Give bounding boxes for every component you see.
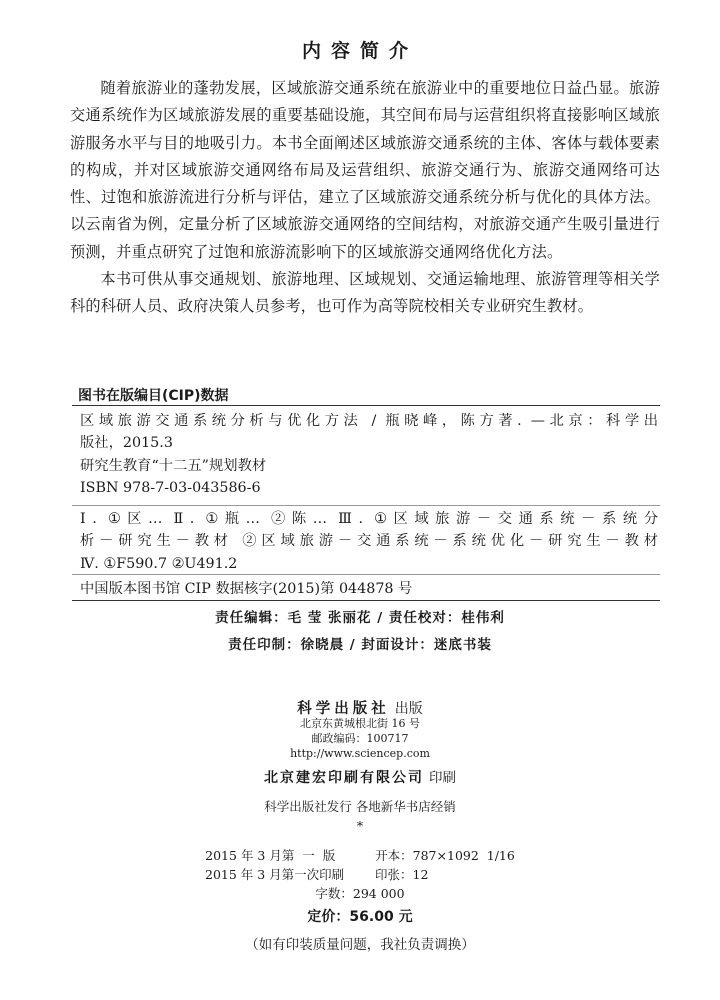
cip-line-8: 中国版本图书馆 CIP 数据核字(2015)第 044878 号 xyxy=(80,581,413,597)
word-count: 字数：294 000 xyxy=(315,886,405,901)
publisher-block xyxy=(0,697,720,718)
summary-paragraph-1: 随着旅游业的蓬勃发展，区域旅游交通系统在旅游业中的重要地位日益凸显。旅游交通系统作为区域旅游发展的重要基础设施，其空间布局与运营组织将直接影响区域旅游服务水平与目的地吸引力。本书全面阐述区域旅游交通系统的主体、客体与载体要素的构成，并对区域旅游交通网络布局及运营组织、旅游交通行为、旅游交通网络可达性、过饱和旅游流进行分析与评估，建立了区域旅游交通系统分析与优化的具体方法。以云南省为例，定量分析了区域旅游交通网络的空间结构，对旅游交通产生吸引量进行预测，并重点研究了过饱和旅游流影响下的区域旅游交通网络优化方法。 xyxy=(70,79,660,261)
cip-line-5: Ⅰ. ①区… Ⅱ. ①瓶… ②陈… Ⅲ. ①区域旅游－交通系统－系统分 xyxy=(80,511,658,527)
printer-suffix: 印刷 xyxy=(429,770,457,786)
cip-top-rule xyxy=(72,405,660,406)
book-price: 定价：56.00 元 xyxy=(307,909,413,925)
cip-number xyxy=(80,578,658,600)
specs-row-3 xyxy=(0,884,720,903)
credits-line-1: 责任编辑：毛 莹 张丽花 / 责任校对：桂伟利 xyxy=(215,610,505,626)
cip-line-6: 析－研究生－教材 ②区域旅游－交通系统－系统优化－研究生－教材 xyxy=(80,533,658,550)
page-title: 内容简介 xyxy=(301,40,418,62)
printer-block xyxy=(0,766,720,787)
cip-lower-rule xyxy=(72,574,660,575)
quality-note: （如有印装质量问题，我社负责调换） xyxy=(245,937,475,953)
specs-row-2 xyxy=(0,865,720,884)
cip-bottom-rule xyxy=(72,600,660,601)
publisher-url: http://www.sciencep.com xyxy=(290,747,430,760)
cip-line-3: 研究生教育“十二五”规划教材 xyxy=(80,457,267,474)
publisher-address: 北京东黄城根北街 16 号 xyxy=(300,717,420,730)
summary-paragraph-2: 本书可供从事交通规划、旅游地理、区域规划、交通运输地理、旅游管理等相关学科的科研人员、政府决策人员参考，也可作为高等院校相关专业研究生教材。 xyxy=(70,270,660,316)
publisher-postcode: 邮政编码：100717 xyxy=(311,732,409,745)
print-sheets: 印张：12 xyxy=(375,867,429,882)
publisher-name: 科学出版社 xyxy=(297,700,390,717)
cip-header: 图书在版编目(CIP)数据 xyxy=(78,388,229,404)
book-format: 开本：787×1092 1/16 xyxy=(375,848,515,863)
edition-date: 2015 年 3 月第 一 版 xyxy=(205,848,336,863)
cip-record xyxy=(80,410,658,499)
credits-line-2: 责任印制：徐晓晨 / 封面设计：迷底书装 xyxy=(228,637,492,653)
distribution-line: 科学出版社发行 各地新华书店经销 xyxy=(264,799,456,814)
print-specs xyxy=(0,846,720,903)
summary-section xyxy=(70,75,660,321)
cip-classification xyxy=(80,508,658,575)
cip-line-2: 版社，2015.3 xyxy=(80,435,173,452)
cip-line-4: ISBN 978-7-03-043586-6 xyxy=(80,479,261,496)
separator-star: * xyxy=(356,818,364,833)
print-date: 2015 年 3 月第一次印刷 xyxy=(205,867,345,882)
cip-line-7: Ⅳ. ①F590.7 ②U491.2 xyxy=(80,555,238,572)
cip-line-1: 区域旅游交通系统分析与优化方法 / 瓶晓峰，陈方著. —北京：科学出 xyxy=(80,413,658,429)
cip-mid-rule xyxy=(72,505,660,506)
specs-row-1 xyxy=(0,846,720,865)
publisher-suffix: 出版 xyxy=(394,701,423,717)
printer-name: 北京建宏印刷有限公司 xyxy=(263,770,424,786)
